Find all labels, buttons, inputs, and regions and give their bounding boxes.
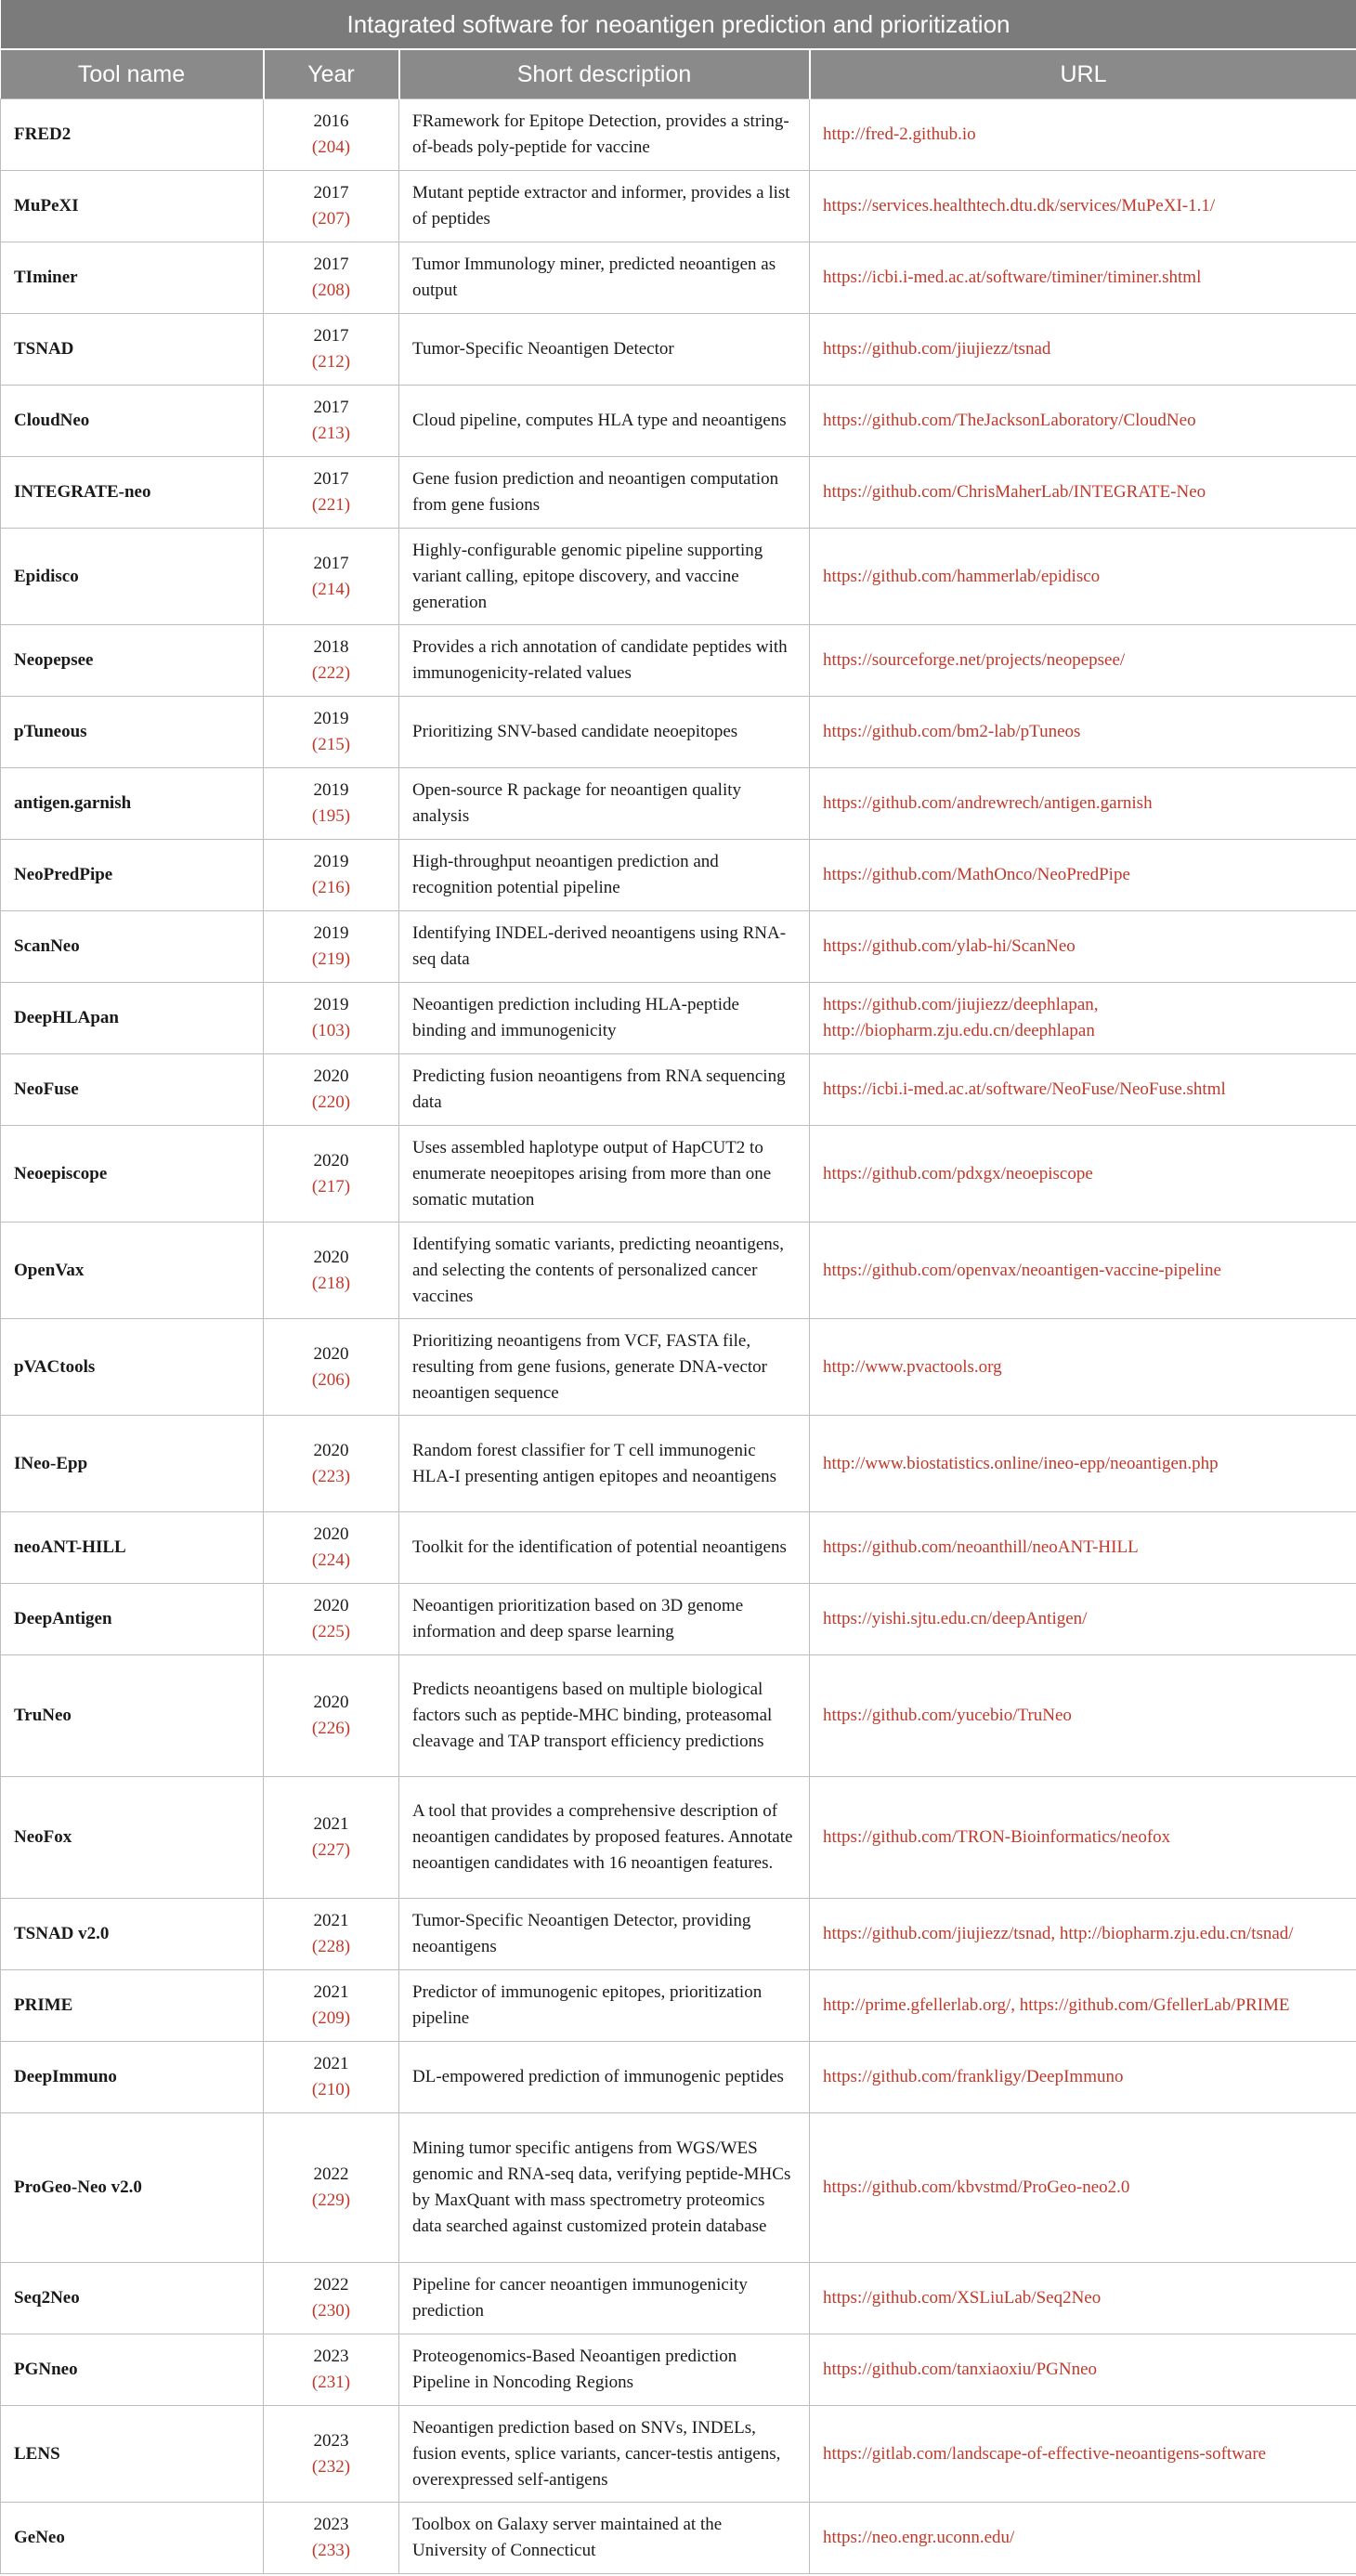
table-row xyxy=(1,1512,1356,1584)
year-value: 2021 xyxy=(313,1982,349,2002)
url-cell xyxy=(810,1655,1356,1777)
year-cell xyxy=(264,2113,399,2263)
reference-link[interactable]: (214) xyxy=(311,579,351,599)
reference-link[interactable]: (224) xyxy=(311,1550,351,1570)
tool-name-cell: TIminer xyxy=(1,242,264,314)
tool-name-cell: ScanNeo xyxy=(1,911,264,983)
year-cell xyxy=(264,983,399,1054)
description-cell: DL-empowered prediction of immunogenic peptides xyxy=(399,2042,810,2113)
column-header-short-description[interactable]: Short description xyxy=(399,49,810,99)
year-cell xyxy=(264,2042,399,2113)
year-cell xyxy=(264,768,399,840)
table-title-row xyxy=(1,0,1356,49)
table-row xyxy=(1,983,1356,1054)
url-link[interactable]: https://icbi.i-med.ac.at/software/timiner/timiner.shtml xyxy=(823,268,1202,287)
url-link[interactable]: http://www.biostatistics.online/ineo-epp/neoantigen.php xyxy=(823,1453,1219,1473)
table-row xyxy=(1,2503,1356,2574)
year-cell xyxy=(264,911,399,983)
url-cell xyxy=(810,171,1356,242)
reference-link[interactable]: (228) xyxy=(311,1937,351,1956)
tool-name-cell: DeepImmuno xyxy=(1,2042,264,2113)
table-row xyxy=(1,1970,1356,2042)
year-cell xyxy=(264,1512,399,1584)
year-cell xyxy=(264,1223,399,1319)
reference-link[interactable]: (232) xyxy=(311,2456,351,2477)
table-row xyxy=(1,529,1356,625)
description-cell: A tool that provides a comprehensive description of neoantigen candidates by proposed features. Annotate neoantigen candidates with 16 neoantigen features. xyxy=(399,1777,810,1899)
tool-name-cell: Neopepsee xyxy=(1,625,264,697)
reference-link[interactable]: (219) xyxy=(311,949,351,969)
year-value: 2017 xyxy=(313,553,349,573)
url-cell xyxy=(810,242,1356,314)
description-cell: Predicts neoantigens based on multiple biological factors such as peptide-MHC binding, proteasomal cleavage and TAP transport efficiency predictions xyxy=(399,1655,810,1777)
table-title: Intagrated software for neoantigen prediction and prioritization xyxy=(1,0,1356,49)
reference-link[interactable]: (229) xyxy=(311,2190,351,2210)
url-cell xyxy=(810,2042,1356,2113)
url-link[interactable]: https://github.com/openvax/neoantigen-vaccine-pipeline xyxy=(823,1260,1221,1280)
year-value: 2019 xyxy=(313,709,349,728)
url-cell xyxy=(810,1512,1356,1584)
tool-name-cell: neoANT-HILL xyxy=(1,1512,264,1584)
description-cell: Toolbox on Galaxy server maintained at the University of Connecticut xyxy=(399,2503,810,2574)
tool-name-cell: Epidisco xyxy=(1,529,264,625)
description-cell: Cloud pipeline, computes HLA type and neoantigens xyxy=(399,386,810,457)
column-header-year[interactable]: Year xyxy=(264,49,399,99)
year-value: 2017 xyxy=(313,398,349,417)
reference-link[interactable]: (222) xyxy=(311,663,351,683)
table-row xyxy=(1,457,1356,529)
description-cell: High-throughput neoantigen prediction and recognition potential pipeline xyxy=(399,840,810,911)
year-cell xyxy=(264,697,399,768)
tool-name-cell: Seq2Neo xyxy=(1,2263,264,2334)
description-cell: Pipeline for cancer neoantigen immunogenicity prediction xyxy=(399,2263,810,2334)
tool-name-cell: INeo-Epp xyxy=(1,1416,264,1512)
reference-link[interactable]: (220) xyxy=(311,1092,351,1112)
year-cell xyxy=(264,314,399,386)
year-cell xyxy=(264,1777,399,1899)
reference-link[interactable]: (204) xyxy=(311,137,351,157)
url-link[interactable]: https://github.com/ChrisMaherLab/INTEGRATE-Neo xyxy=(823,482,1206,502)
table-header-row xyxy=(1,49,1356,99)
reference-link[interactable]: (225) xyxy=(311,1622,351,1641)
table-row xyxy=(1,2406,1356,2503)
description-cell: Tumor-Specific Neoantigen Detector xyxy=(399,314,810,386)
description-cell: Neoantigen prioritization based on 3D genome information and deep sparse learning xyxy=(399,1584,810,1655)
year-value: 2022 xyxy=(313,2275,349,2295)
description-cell: Identifying somatic variants, predicting neoantigens, and selecting the contents of personalized cancer vaccines xyxy=(399,1223,810,1319)
url-cell xyxy=(810,1777,1356,1899)
description-cell: Predictor of immunogenic epitopes, prioritization pipeline xyxy=(399,1970,810,2042)
url-cell xyxy=(810,529,1356,625)
tool-name-cell: TSNAD v2.0 xyxy=(1,1899,264,1970)
table-row xyxy=(1,1319,1356,1416)
year-cell xyxy=(264,1584,399,1655)
reference-link[interactable]: (233) xyxy=(311,2541,351,2560)
reference-link[interactable]: (103) xyxy=(311,1021,351,1040)
reference-link[interactable]: (206) xyxy=(311,1369,351,1390)
table-row xyxy=(1,1126,1356,1223)
tool-name-cell: DeepAntigen xyxy=(1,1584,264,1655)
description-cell: Neoantigen prediction based on SNVs, INDELs, fusion events, splice variants, cancer-testis antigens, overexpressed self-antigens xyxy=(399,2406,810,2503)
description-cell: Uses assembled haplotype output of HapCUT2 to enumerate neoepitopes arising from more than one somatic mutation xyxy=(399,1126,810,1223)
url-link[interactable]: https://github.com/andrewrech/antigen.garnish xyxy=(823,793,1153,813)
year-cell xyxy=(264,1319,399,1416)
year-value: 2016 xyxy=(313,111,349,131)
table-row xyxy=(1,1899,1356,1970)
reference-link[interactable]: (223) xyxy=(311,1466,351,1486)
reference-link[interactable]: (210) xyxy=(311,2080,351,2099)
reference-link[interactable]: (209) xyxy=(311,2008,351,2028)
tool-name-cell: INTEGRATE-neo xyxy=(1,457,264,529)
table-row xyxy=(1,1223,1356,1319)
url-cell xyxy=(810,2406,1356,2503)
description-cell: Mining tumor specific antigens from WGS/WES genomic and RNA-seq data, verifying peptide-MHCs by MaxQuant with mass spectrometry proteomics data searched against customized protein database xyxy=(399,2113,810,2263)
year-value: 2020 xyxy=(313,1343,349,1364)
year-cell xyxy=(264,386,399,457)
url-cell xyxy=(810,1899,1356,1970)
year-cell xyxy=(264,2503,399,2574)
table-row xyxy=(1,2113,1356,2263)
table-row xyxy=(1,1054,1356,1126)
tool-name-cell: GeNeo xyxy=(1,2503,264,2574)
url-link[interactable]: https://neo.engr.uconn.edu/ xyxy=(823,2528,1015,2547)
year-value: 2021 xyxy=(313,1814,349,1834)
url-link[interactable]: https://icbi.i-med.ac.at/software/NeoFuse/NeoFuse.shtml xyxy=(823,1079,1226,1099)
url-link[interactable]: https://github.com/neoanthill/neoANT-HILL xyxy=(823,1537,1139,1557)
year-cell xyxy=(264,840,399,911)
year-value: 2021 xyxy=(313,1911,349,1930)
year-cell xyxy=(264,2263,399,2334)
tool-name-cell: CloudNeo xyxy=(1,386,264,457)
description-cell: Mutant peptide extractor and informer, provides a list of peptides xyxy=(399,171,810,242)
year-value: 2019 xyxy=(313,780,349,800)
table-row xyxy=(1,99,1356,171)
table-row xyxy=(1,242,1356,314)
reference-link[interactable]: (212) xyxy=(311,352,351,372)
year-value: 2023 xyxy=(313,2430,349,2451)
url-link[interactable]: https://github.com/jiujiezz/deephlapan, http://biopharm.zju.edu.cn/deephlapan xyxy=(823,995,1099,1040)
table-row xyxy=(1,1777,1356,1899)
tool-name-cell: NeoFuse xyxy=(1,1054,264,1126)
year-cell xyxy=(264,625,399,697)
url-cell xyxy=(810,1126,1356,1223)
year-cell xyxy=(264,1655,399,1777)
table-row xyxy=(1,2263,1356,2334)
year-value: 2017 xyxy=(313,326,349,346)
url-cell xyxy=(810,697,1356,768)
reference-link[interactable]: (221) xyxy=(311,495,351,515)
table-row xyxy=(1,697,1356,768)
url-link[interactable]: https://github.com/XSLiuLab/Seq2Neo xyxy=(823,2288,1102,2308)
tool-name-cell: OpenVax xyxy=(1,1223,264,1319)
url-link[interactable]: https://github.com/TRON-Bioinformatics/neofox xyxy=(823,1827,1171,1847)
description-cell: Proteogenomics-Based Neoantigen prediction Pipeline in Noncoding Regions xyxy=(399,2334,810,2406)
tool-name-cell: DeepHLApan xyxy=(1,983,264,1054)
table-row xyxy=(1,2042,1356,2113)
tool-name-cell: NeoFox xyxy=(1,1777,264,1899)
year-cell xyxy=(264,1054,399,1126)
reference-link[interactable]: (231) xyxy=(311,2373,351,2392)
url-link[interactable]: http://prime.gfellerlab.org/, https://github.com/GfellerLab/PRIME xyxy=(823,1995,1290,2015)
table-row xyxy=(1,314,1356,386)
url-link[interactable]: http://www.pvactools.org xyxy=(823,1356,1002,1377)
tool-name-cell: LENS xyxy=(1,2406,264,2503)
table-row xyxy=(1,2334,1356,2406)
tool-name-cell: TruNeo xyxy=(1,1655,264,1777)
url-cell xyxy=(810,386,1356,457)
year-cell xyxy=(264,457,399,529)
url-cell xyxy=(810,625,1356,697)
reference-link[interactable]: (215) xyxy=(311,735,351,754)
url-link[interactable]: https://github.com/pdxgx/neoepiscope xyxy=(823,1163,1093,1183)
description-cell: Gene fusion prediction and neoantigen computation from gene fusions xyxy=(399,457,810,529)
table-row xyxy=(1,1655,1356,1777)
year-value: 2023 xyxy=(313,2515,349,2534)
description-cell: Prioritizing SNV-based candidate neoepitopes xyxy=(399,697,810,768)
description-cell: Random forest classifier for T cell immunogenic HLA-I presenting antigen epitopes and neoantigens xyxy=(399,1416,810,1512)
url-cell xyxy=(810,1223,1356,1319)
url-link[interactable]: https://sourceforge.net/projects/neopepsee/ xyxy=(823,650,1126,670)
tool-name-cell: TSNAD xyxy=(1,314,264,386)
url-cell xyxy=(810,1054,1356,1126)
tool-name-cell: pTuneous xyxy=(1,697,264,768)
table-row xyxy=(1,171,1356,242)
year-value: 2023 xyxy=(313,2347,349,2366)
url-cell xyxy=(810,1319,1356,1416)
description-cell: Toolkit for the identification of potential neoantigens xyxy=(399,1512,810,1584)
description-cell: Highly-configurable genomic pipeline supporting variant calling, epitope discovery, and vaccine generation xyxy=(399,529,810,625)
tool-name-cell: NeoPredPipe xyxy=(1,840,264,911)
url-link[interactable]: https://github.com/MathOnco/NeoPredPipe xyxy=(823,865,1130,884)
tool-name-cell: MuPeXI xyxy=(1,171,264,242)
url-link[interactable]: https://github.com/kbvstmd/ProGeo-neo2.0 xyxy=(823,2177,1130,2197)
table-row xyxy=(1,768,1356,840)
table-row xyxy=(1,386,1356,457)
url-cell xyxy=(810,457,1356,529)
url-link[interactable]: https://gitlab.com/landscape-of-effective-neoantigens-software xyxy=(823,2443,1267,2464)
description-cell: Provides a rich annotation of candidate peptides with immunogenicity-related values xyxy=(399,625,810,697)
tool-name-cell: Neoepiscope xyxy=(1,1126,264,1223)
url-cell xyxy=(810,911,1356,983)
tool-name-cell: PRIME xyxy=(1,1970,264,2042)
url-cell xyxy=(810,99,1356,171)
url-link[interactable]: http://fred-2.github.io xyxy=(823,124,976,144)
description-cell: Prioritizing neoantigens from VCF, FASTA file, resulting from gene fusions, generate DNA-vector neoantigen sequence xyxy=(399,1319,810,1416)
reference-link[interactable]: (213) xyxy=(311,424,351,443)
url-cell xyxy=(810,1416,1356,1512)
year-value: 2020 xyxy=(313,1596,349,1615)
reference-link[interactable]: (217) xyxy=(311,1176,351,1196)
reference-link[interactable]: (227) xyxy=(311,1840,351,1860)
url-cell xyxy=(810,2113,1356,2263)
tool-name-cell: ProGeo-Neo v2.0 xyxy=(1,2113,264,2263)
year-value: 2021 xyxy=(313,2054,349,2073)
year-cell xyxy=(264,2334,399,2406)
url-link[interactable]: https://github.com/yucebio/TruNeo xyxy=(823,1706,1072,1725)
year-value: 2020 xyxy=(313,1440,349,1460)
year-cell xyxy=(264,1899,399,1970)
year-cell xyxy=(264,1126,399,1223)
tool-name-cell: PGNneo xyxy=(1,2334,264,2406)
table-body xyxy=(1,99,1356,2574)
url-cell xyxy=(810,840,1356,911)
year-value: 2020 xyxy=(313,1693,349,1712)
url-link[interactable]: https://github.com/frankligy/DeepImmuno xyxy=(823,2067,1124,2086)
year-cell xyxy=(264,1970,399,2042)
url-cell xyxy=(810,1970,1356,2042)
year-value: 2019 xyxy=(313,923,349,943)
url-link[interactable]: https://github.com/tanxiaoxiu/PGNneo xyxy=(823,2360,1098,2379)
reference-link[interactable]: (230) xyxy=(311,2301,351,2321)
reference-link[interactable]: (226) xyxy=(311,1719,351,1738)
description-cell: Tumor Immunology miner, predicted neoantigen as output xyxy=(399,242,810,314)
year-value: 2022 xyxy=(313,2164,349,2184)
tool-name-cell: FRED2 xyxy=(1,99,264,171)
table-row xyxy=(1,840,1356,911)
url-cell xyxy=(810,2503,1356,2574)
url-cell xyxy=(810,2334,1356,2406)
url-cell xyxy=(810,2263,1356,2334)
url-link[interactable]: https://github.com/TheJacksonLaboratory/CloudNeo xyxy=(823,411,1196,430)
reference-link[interactable]: (208) xyxy=(311,281,351,300)
year-value: 2017 xyxy=(313,469,349,489)
table-row xyxy=(1,1584,1356,1655)
tool-name-cell: antigen.garnish xyxy=(1,768,264,840)
url-cell xyxy=(810,314,1356,386)
year-cell xyxy=(264,242,399,314)
year-cell xyxy=(264,2406,399,2503)
url-link[interactable]: https://yishi.sjtu.edu.cn/deepAntigen/ xyxy=(823,1609,1088,1628)
year-value: 2020 xyxy=(313,1150,349,1170)
year-value: 2019 xyxy=(313,995,349,1014)
description-cell: Neoantigen prediction including HLA-peptide binding and immunogenicity xyxy=(399,983,810,1054)
year-cell xyxy=(264,99,399,171)
description-cell: Open-source R package for neoantigen quality analysis xyxy=(399,768,810,840)
url-link[interactable]: https://github.com/jiujiezz/tsnad xyxy=(823,339,1051,359)
year-value: 2017 xyxy=(313,183,349,203)
year-cell xyxy=(264,171,399,242)
year-value: 2017 xyxy=(313,255,349,274)
reference-link[interactable]: (207) xyxy=(311,209,351,229)
year-value: 2020 xyxy=(313,1066,349,1086)
year-cell xyxy=(264,1416,399,1512)
url-cell xyxy=(810,983,1356,1054)
description-cell: Predicting fusion neoantigens from RNA sequencing data xyxy=(399,1054,810,1126)
table-row xyxy=(1,625,1356,697)
year-value: 2020 xyxy=(313,1247,349,1267)
url-link[interactable]: https://github.com/ylab-hi/ScanNeo xyxy=(823,936,1076,956)
year-cell xyxy=(264,529,399,625)
url-cell xyxy=(810,768,1356,840)
description-cell: FRamework for Epitope Detection, provides a string-of-beads poly-peptide for vaccine xyxy=(399,99,810,171)
year-value: 2020 xyxy=(313,1524,349,1544)
year-value: 2019 xyxy=(313,852,349,871)
reference-link[interactable]: (195) xyxy=(311,806,351,826)
url-link[interactable]: https://github.com/bm2-lab/pTuneos xyxy=(823,722,1081,741)
column-header-url[interactable]: URL xyxy=(810,49,1356,99)
table-row xyxy=(1,1416,1356,1512)
url-link[interactable]: https://github.com/jiujiezz/tsnad, http://biopharm.zju.edu.cn/tsnad/ xyxy=(823,1924,1294,1943)
column-header-tool-name[interactable]: Tool name xyxy=(1,49,264,99)
description-cell: Tumor-Specific Neoantigen Detector, providing neoantigens xyxy=(399,1899,810,1970)
url-cell xyxy=(810,1584,1356,1655)
url-link[interactable]: https://github.com/hammerlab/epidisco xyxy=(823,566,1101,586)
description-cell: Identifying INDEL-derived neoantigens using RNA-seq data xyxy=(399,911,810,983)
table-row xyxy=(1,911,1356,983)
url-link[interactable]: https://services.healthtech.dtu.dk/services/MuPeXI-1.1/ xyxy=(823,196,1216,216)
reference-link[interactable]: (218) xyxy=(311,1273,351,1293)
tool-name-cell: pVACtools xyxy=(1,1319,264,1416)
year-value: 2018 xyxy=(313,637,349,657)
reference-link[interactable]: (216) xyxy=(311,878,351,897)
